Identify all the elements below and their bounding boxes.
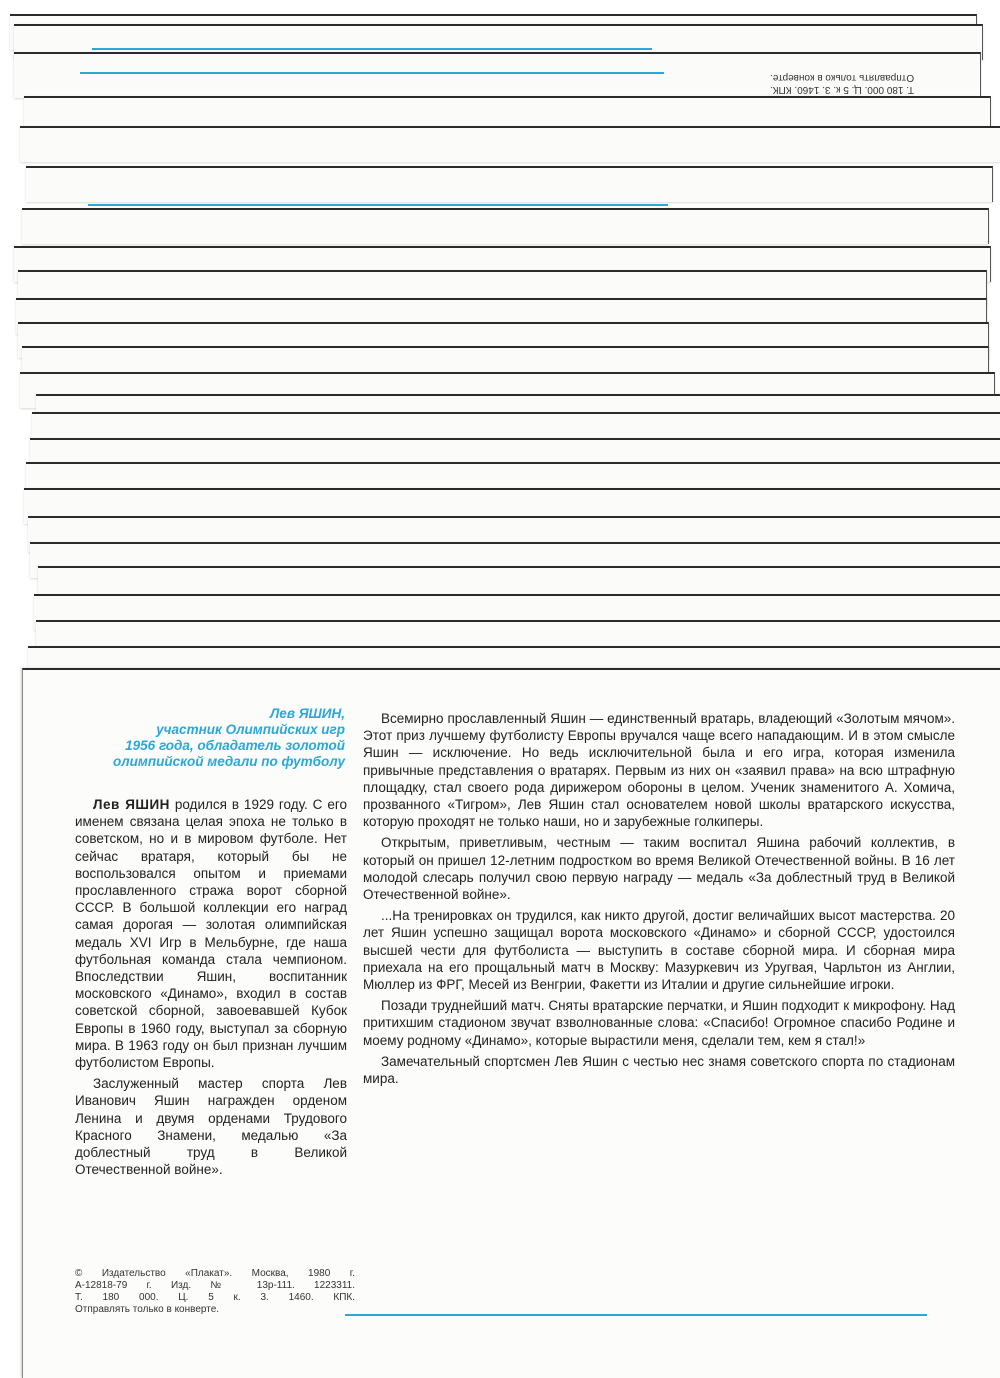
imprint-line: © Издательство «Плакат». Москва, 1980 г. <box>75 1268 355 1279</box>
paragraph: Заслуженный мастер спорта Лев Иванович Яшин награжден орденом Ленина и двумя орденами Трудового Красного Знамени, медалью «За доблестный труд в Великой Отечественной войне». <box>75 1076 347 1178</box>
paragraph: Открытым, приветливым, честным — таким воспитал Яшина рабочий коллектив, в который он пришел 12-летним подростком во время Великой Отечественной войны. В 16 лет молодой слесарь получил свою первую награду — медаль «За доблестный труд в Великой Отечественной войне». <box>363 835 955 903</box>
address-line <box>345 1314 927 1316</box>
front-postcard <box>22 668 1000 1378</box>
postcard-stack <box>0 0 1000 680</box>
left-column <box>75 796 347 1182</box>
paragraph: Всемирно прославленный Яшин — единственный вратарь, владеющий «Золотым мячом». Этот приз лучшему футболисту Европы вручался чаще всего нападающим. И в этом смысле Яшин — исключение. Но ведь исключительной была и его игра, которая изменила привычные представления о вратарях. Первым из них он «заявил права» на всю штрафную площадку, стал своего рода дирижером обороны в целом. Ученик знаменитого А. Хомича, прозванного «Тигром», Лев Яшин стал основателем новой школы вратарского искусства, которую проходят не только наши, но и зарубежные голкиперы. <box>363 711 955 830</box>
paragraph: Позади труднейший матч. Сняты вратарские перчатки, и Яшин подходит к микрофону. Над притихшим стадионом звучат взволнованные слова: «Спасибо! Огромное спасибо Родине и моему родному «Динамо», которые вырастили меня, сделали тем, кем я стал!» <box>363 998 955 1048</box>
card-edge <box>22 208 989 244</box>
caption <box>75 706 345 770</box>
lead-name: Лев ЯШИН <box>93 797 170 812</box>
blue-rule <box>88 204 668 206</box>
caption-line: 1956 года, обладатель золотой <box>125 738 345 753</box>
card-edge <box>26 166 993 202</box>
caption-line: олимпийской медали по футболу <box>113 754 345 769</box>
paragraph: ...На тренировках он трудился, как никто другой, достиг величайших высот мастерства. 20 лет Яшин успешно защищал ворота московского «Динамо» и сборной СССР, удостоился высшей чести для футболиста — выступить в составе сборной мира. И сборная мира приехала на его прощальный матч в Москву: Мазуркевич из Уругвая, Чарльтон из Англии, Мюллер из ФРГ, Месей из Венгрии, Факетти из Италии и другие сильнейшие игроки. <box>363 908 955 993</box>
paragraph: Замечательный спортсмен Лев Яшин с честью нес знамя советского спорта по стадионам мира. <box>363 1053 955 1087</box>
imprint-line: Отправлять только в конверте. <box>75 1304 220 1315</box>
back-card-imprint-line: Т. 180 000. Ц. 5 к. 3. 1460. КПК. <box>770 84 915 95</box>
back-card-imprint-line: Отправлять только в конверте. <box>770 72 915 83</box>
imprint-line: А-12818-79 г. Изд. № 13р-111. 1223311. <box>75 1280 355 1291</box>
publisher-imprint <box>75 1268 355 1316</box>
paragraph-text: родился в 1929 году. С его именем связана целая эпоха не только в советском, но и в мировом футболе. Нет сейчас вратаря, который бы не воспользовался опытом и приемами прославленного стража ворот сборной СССР. В большой коллекции его наград самая дорогая — золотая олимпийская медаль XVI Игр в Мельбурне, где наша футбольная команда стала чемпионом. Впоследствии Яшин, воспитанник московского «Динамо», входил в состав советской сборной, завоевавшей Кубок Европы в 1960 году, выступал за сборную мира. В 1963 году он был признан лучшим футболистом Европы. <box>75 797 347 1071</box>
caption-line: участник Олимпийских игр <box>156 722 345 737</box>
card-edge <box>20 126 1000 162</box>
blue-rule <box>80 72 664 74</box>
caption-line: Лев ЯШИН, <box>270 706 345 721</box>
paragraph <box>75 796 347 1071</box>
imprint-line: Т. 180 000. Ц. 5 к. 3. 1460. КПК. <box>75 1292 355 1303</box>
right-column <box>363 710 955 1091</box>
blue-rule <box>92 48 652 50</box>
